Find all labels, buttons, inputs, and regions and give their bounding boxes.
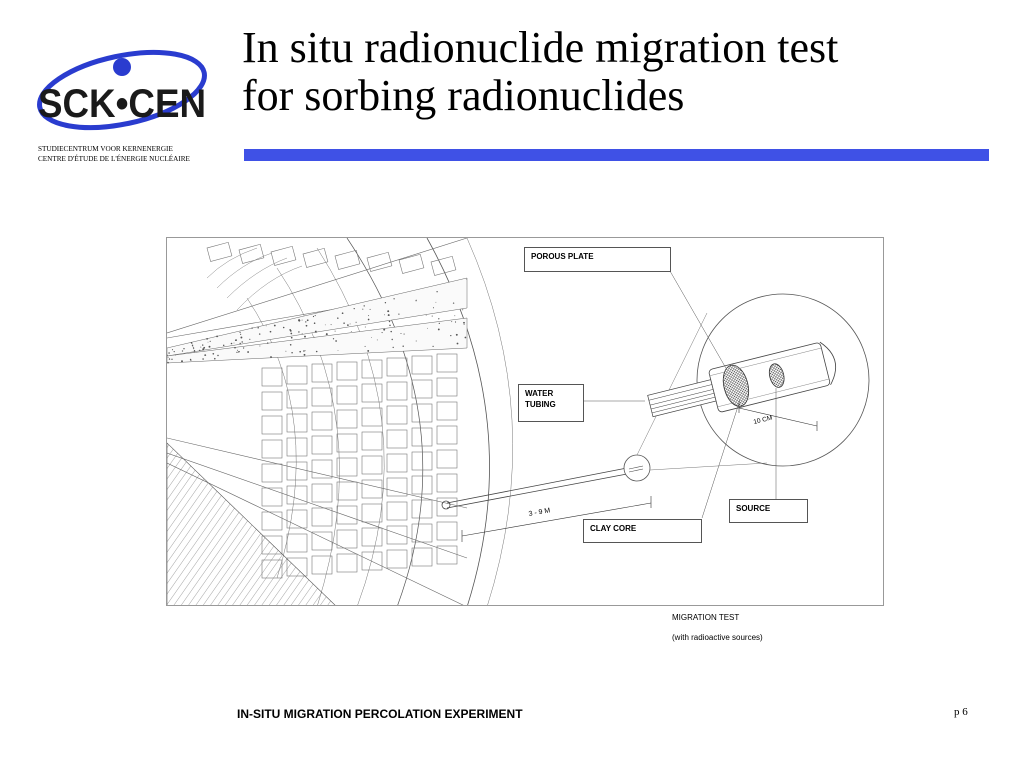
distance-3-9m-label: 3 - 9 M xyxy=(528,507,551,518)
source-label: SOURCE xyxy=(736,504,771,513)
logo-line-1: STUDIECENTRUM VOOR KERNENERGIE xyxy=(38,145,173,153)
clay-core-label: CLAY CORE xyxy=(590,524,637,533)
migration-test-diagram xyxy=(166,237,884,606)
caption-line-1: MIGRATION TEST xyxy=(672,613,740,622)
porous-plate-label: POROUS PLATE xyxy=(531,252,594,261)
distance-10cm-label: 10 CM xyxy=(752,414,774,426)
logo-graphic xyxy=(30,45,215,170)
figure-caption xyxy=(672,612,763,652)
logo-wordmark: SCK•CEN xyxy=(38,82,206,126)
caption-line-2: (with radioactive sources) xyxy=(672,633,763,642)
title-line-1: In situ radionuclide migration test xyxy=(242,23,839,72)
callout-porous-plate xyxy=(524,247,671,272)
sckcen-logo xyxy=(30,45,215,170)
footer-title: IN-SITU MIGRATION PERCOLATION EXPERIMENT xyxy=(237,707,523,721)
slide-title xyxy=(242,24,1002,120)
title-line-2: for sorbing radionuclides xyxy=(242,71,685,120)
callout-clay-core xyxy=(583,519,702,543)
title-underline xyxy=(244,149,989,161)
water-label: WATER xyxy=(525,389,554,398)
callout-source xyxy=(729,499,808,523)
tubing-label: TUBING xyxy=(525,400,556,409)
callout-water-tubing xyxy=(518,384,584,422)
diagram-drawing xyxy=(167,238,884,606)
logo-line-2: CENTRE D'ÉTUDE DE L'ÉNERGIE NUCLÉAIRE xyxy=(38,155,190,163)
page-number: p 6 xyxy=(954,706,968,718)
